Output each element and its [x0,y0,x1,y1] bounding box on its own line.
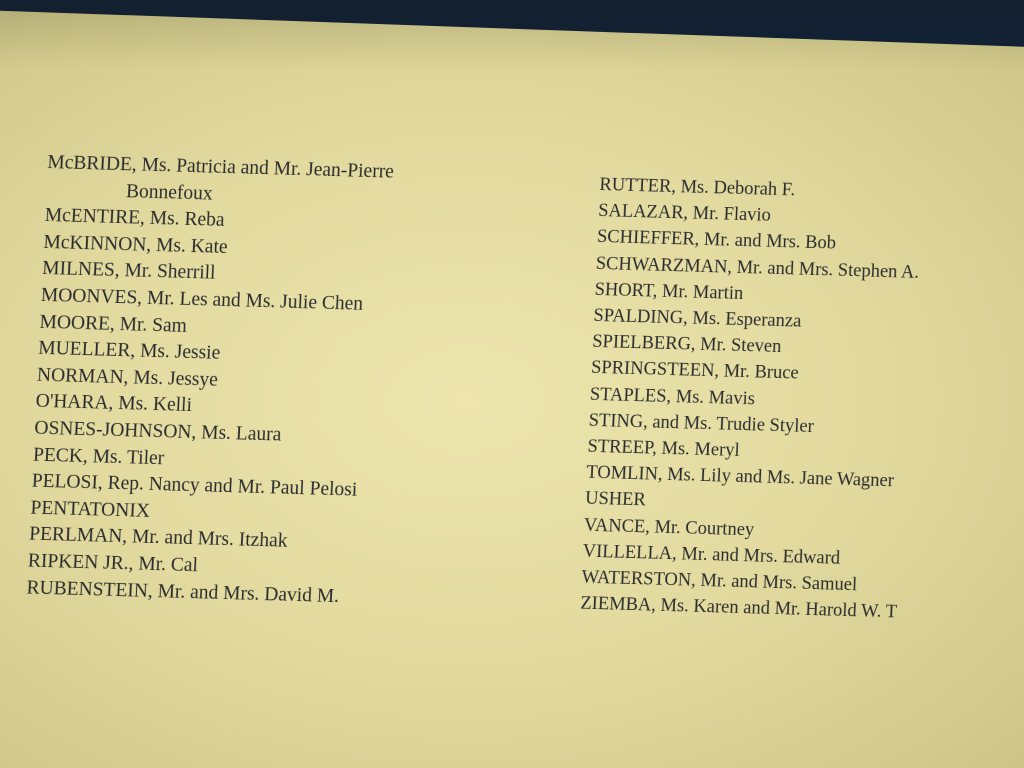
name-list-right-column [580,172,1024,630]
list-item: MUELLER, Ms. Jessie [37,337,221,365]
list-item: SCHIEFFER, Mr. and Mrs. Bob [596,227,837,255]
list-item: PENTATONIX [29,497,151,522]
list-item: TOMLIN, Ms. Lily and Ms. Jane Wagner [585,462,895,492]
list-item: SALAZAR, Mr. Flavio [597,201,772,226]
name-list-left-column [26,150,528,615]
list-item: PERLMAN, Mr. and Mrs. Itzhak [28,523,288,553]
list-item: VILLELLA, Mr. and Mrs. Edward [582,541,841,569]
list-item: STREEP, Ms. Meryl [587,436,741,462]
list-item: RUTTER, Ms. Deborah F. [598,174,796,201]
list-item: NORMAN, Ms. Jessye [36,364,219,391]
list-item: SPIELBERG, Mr. Steven [591,332,782,358]
list-item: PELOSI, Rep. Nancy and Mr. Paul Pelosi [31,470,358,501]
list-item: MOORE, Mr. Sam [39,311,188,337]
list-item: USHER [584,489,647,511]
list-item: VANCE, Mr. Courtney [583,515,755,541]
list-item: MOONVES, Mr. Les and Ms. Julie Chen [40,284,364,315]
list-item: SHORT, Mr. Martin [594,279,744,304]
list-item: McBRIDE, Ms. Patricia and Mr. Jean-Pierre [46,151,395,183]
list-item: STAPLES, Ms. Mavis [589,384,756,410]
list-item: SPALDING, Ms. Esperanza [593,305,802,332]
list-item: WATERSTON, Mr. and Mrs. Samuel [581,567,858,596]
list-item: STING, and Ms. Trudie Styler [588,410,815,437]
list-item: O'HARA, Ms. Kelli [35,391,193,417]
list-item: McENTIRE, Ms. Reba [44,205,226,232]
list-item: ZIEMBA, Ms. Karen and Mr. Harold W. T [579,593,898,623]
list-item: RUBENSTEIN, Mr. and Mrs. David M. [26,577,340,607]
list-item-continuation: Bonnefoux [125,180,214,205]
list-item: RIPKEN JR., Mr. Cal [27,550,199,577]
list-item: SPRINGSTEEN, Mr. Bruce [590,358,800,385]
list-item: McKINNON, Ms. Kate [42,231,229,258]
list-item: PECK, Ms. Tiler [32,444,165,469]
list-item: MILNES, Mr. Sherrill [41,258,216,285]
list-item: OSNES-JOHNSON, Ms. Laura [33,417,282,446]
list-item: SCHWARZMAN, Mr. and Mrs. Stephen A. [595,253,920,283]
